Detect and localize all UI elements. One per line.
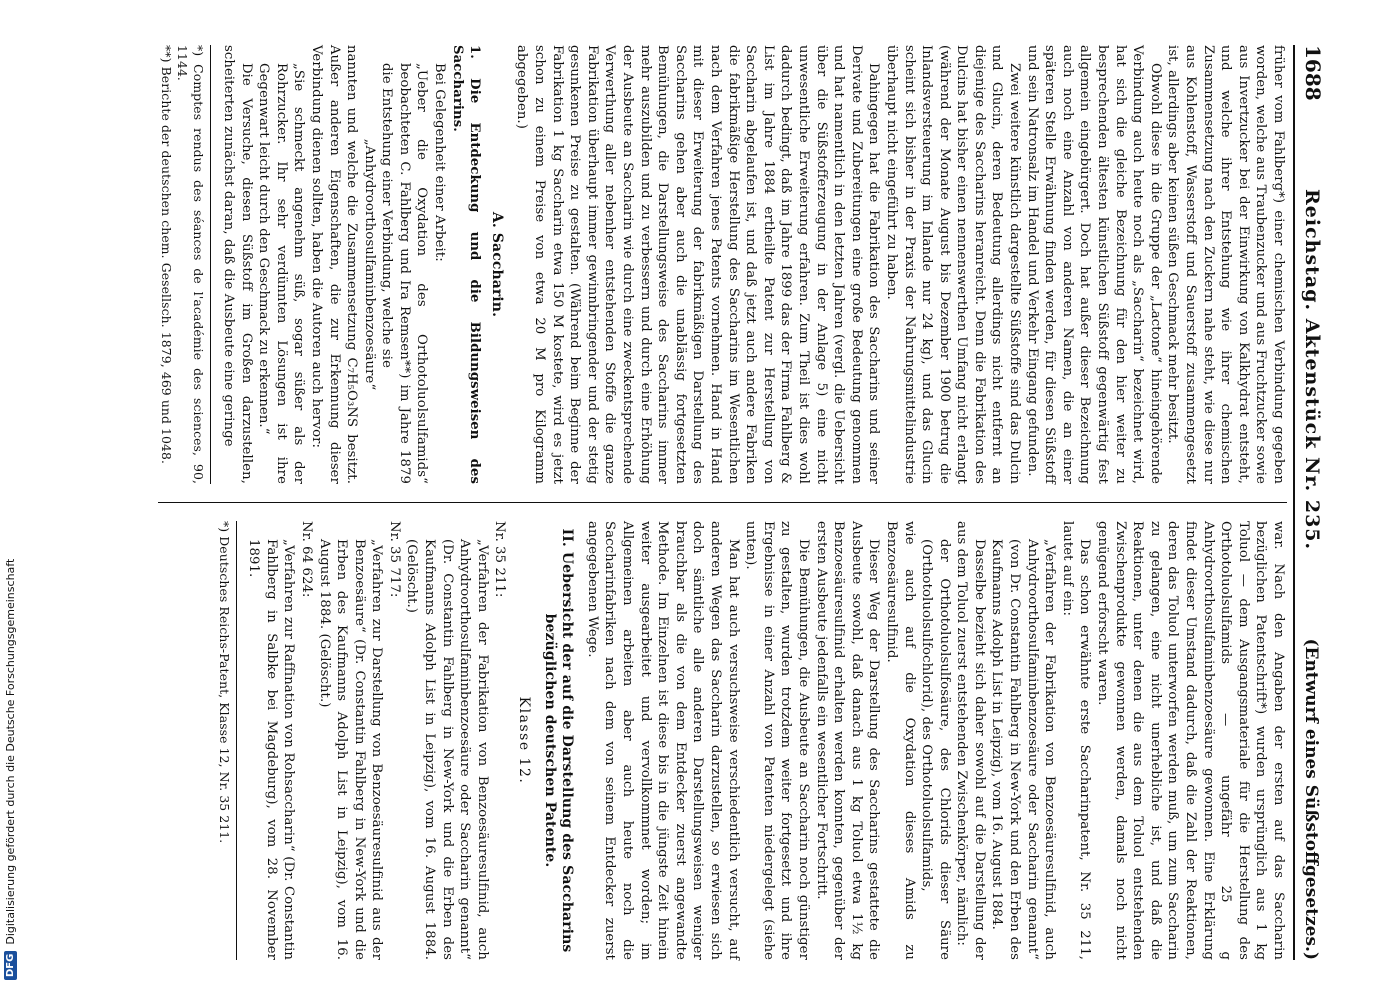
right-para-6: Die Bemühungen, die Ausbeute an Saccharin noch günstiger zu gestalten, wurden trotzdem weiter fortgesetzt und ihre Ergebnisse in einer Anzahl von Patenten niedergelegt (siehe unten). — [743, 521, 811, 960]
right-para-2: Das schon erwähnte erste Saccharinpatent, Nr. 35 211, lautet auf ein: — [1059, 521, 1093, 960]
patent-2-text: „Verfahren zur Darstellung von Benzoesäuresulfinid aus der Benzoesäure“ (Dr. Constantin Fahlberg in New-York und die Erben des Kaufmanns Adolph List in Leipzig), vom 16. August 1884. (Gelöscht.) — [316, 539, 385, 960]
entwurf-title: (Entwurf eines Süßstoffgesetzes.) — [1301, 638, 1321, 960]
left-footnote-1: *) Comptes rendus des séances de l'académie des sciences, 90, 1144. — [175, 45, 207, 484]
left-quote-1: „Ueber die Oxydation des Orthotoluolsulfamids“ beobachteten C. Fahlberg und Ira Remsen**) im Jahre 1879 die Entstehung einer Verbindung, welche sie — [379, 63, 430, 484]
dfg-side-note — [0, 0, 20, 1000]
left-para-7: Die Versuche, diesen Süßstoff im Großen darzustellen, scheiterten zunächst daran, daß die Ausbeute eine geringe — [220, 45, 254, 484]
subsection-1-title: 1. Die Entdeckung und die Bildungsweisen des Saccharins. — [449, 45, 483, 484]
page-header — [1293, 45, 1325, 960]
right-column — [158, 521, 1287, 960]
column-divider — [158, 502, 1287, 503]
right-footnotes — [216, 521, 237, 960]
left-para-4: Dahingegen hat die Fabrikation des Saccharins und seiner Derivate und Zubereitungen eine große Bedeutung genommen und hat namentlich in den letzten Jahren (vergl. die Uebersicht über die Süßstofferzeugung in der Anlage 5) eine nicht unwesentliche Erweiterung erfahren. Zum Theil ist dies wohl dadurch bedingt, daß im Jahre 1899 das der Firma Fahlberg & List im Jahre 1884 ertheilte Patent zur Herstellung von Saccharin abgelaufen ist, und daß jetzt auch andere Fabriken die fabrikmäßige Herstellung des Saccharins im Wesentlichen nach dem Verfahren jenes Patents vornehmen. Hand in Hand mit dieser Erweiterung der fabrikmäßigen Darstellung des Saccharins gehen aber auch die unablässig fortgesetzten Bemühungen, die Darstellungsweise des Saccharins immer mehr auszubilden und zu verbessern und durch eine Erhöhung der Ausbeute an Saccharin wie durch eine zweckentsprechende Verwerthung aller nebenher entstehenden Stoffe die ganze Fabrikation überhaupt immer gewinnbringender und der stetig gesunkenen Preise zu gestalten. (Während beim Beginne der Fabrikation 1 kg Saccharin etwa 150 M kostete, wird es jetzt schon zu einem Preise von etwa 20 M pro Kilogramm abgegeben.) — [514, 45, 882, 484]
text-columns — [158, 45, 1287, 960]
left-quote-2: „Anhydroorthosulfaminbenzoesäure“ — [361, 138, 377, 391]
right-quote-1: „Verfahren der Fabrikation von Benzoesäuresulfinid, auch Anhydroorthosulfaminbenzoesäure oder Saccharin genannt“ (von Dr. Constantin Fahlberg in New-York und den Erben des Kaufmanns Adolph List in Leipzig), vom 16. August 1884. — [989, 539, 1058, 960]
page-number: 1688 — [1301, 45, 1325, 101]
left-para-1: früher vom Fahlberg*) einer chemischen Verbindung gegeben worden, welche aus Traubenzucker und aus Fruchtzucker sowie aus Invertzucker bei der Einwirkung von Kalkhydrat entsteht, und welche ihrer Entstehung wie ihrer chemischen Zusammensetzung nach den Zuckern nahe steht, wie diese nur aus Kohlenstoff, Wasserstoff und Sauerstoff zusammengesetzt ist, allerdings aber keinen süßen Geschmack mehr besitzt. — [1165, 45, 1286, 484]
left-quote-3: „Sie schmeckt angenehm süß, sogar süßer als der Rohrzucker. Ihr sehr verdünnten Lösungen ist ihre Gegenwart leicht durch den Geschmack zu erkennen.“ — [256, 63, 307, 484]
section-a-title: A. Saccharin. — [488, 211, 505, 318]
patent-3-number: Nr. 64 624: — [298, 521, 314, 598]
dfg-logo: DFG — [4, 951, 17, 980]
right-quote-2: der Orthotoluolsulfosäure, des Chlorids dieser Säure (Orthotoluolsulfochlorid), des Orthotoluolsulfamids, — [919, 539, 952, 960]
patent-1-number: Nr. 35 211: — [492, 521, 508, 598]
left-para-6: nannten und welche die Zusammensetzung C₇H₅O₃NS besitzt. Außer anderen Eigenschaften, die zur Erkennung dieser Verbindung dienen sollten, haben die Autoren auch hervor: — [308, 45, 360, 484]
right-para-4: wie auch auf die Oxydation dieses Amids zu Benzoesäuresulfinid. — [883, 521, 917, 960]
klasse-heading: Klasse 12. — [516, 696, 533, 785]
patent-3-text: „Verfahren zur Raffination von Rohsaccharin“ (Dr. Constantin Fahlberg in Salbke bei Magdeburg), vom 28. November 1891. — [246, 539, 297, 960]
dfg-text: Digitalisierung gefördert durch die Deutsche Forschungsgemeinschaft — [3, 558, 17, 945]
running-title: Reichstag. Aktenstück Nr. 235. — [1301, 188, 1323, 551]
right-para-7: Man hat auch versuchsweise verschiedentlich versucht, auf anderen Wegen das Saccharin darzustellen, so erwiesen sich doch sämtliche alle anderen Darstellungsweisen weniger brauchbar als die von dem Entdecker zuerst angewandte Methode. Im Einzelnen ist diese bis in die jüngste Zeit hinein weiter ausgearbeitet und vervollkommnet worden; im Allgemeinen arbeiten aber auch heute noch die Saccharinfabriken nach dem von seinem Entdecker zuerst angegebenen Wege. — [584, 521, 741, 960]
patent-2-number: Nr. 35 717: — [386, 521, 402, 598]
right-footnote-1: *) Deutsches Reichs-Patent, Klasse 12, Nr. 35 211. — [216, 521, 232, 844]
left-footnotes — [158, 45, 211, 484]
left-footnote-2: **) Berichte der deutschen chem. Gesellsch. 1879, 469 und 1048. — [159, 45, 175, 465]
patent-1-text: „Verfahren der Fabrikation von Benzoesäuresulfinid, auch Anhydroorthosulfaminbenzoesäure oder Saccharin genannt“ (Dr. Constantin Fahlberg in New-York und die Erben des Kaufmanns Adolph List in Leipzig), vom 16. August 1884. (Gelöscht.) — [404, 539, 490, 960]
left-para-2: Obwohl diese in die Gruppe der „Lactone“ hineingehörende Verbindung auch heute noch als „Saccharin“ bezeichnet wird, hat sich die gleiche Bezeichnung für den hier weiter zu besprechenden ältesten künstlichen Süßstoff gegenwärtig fest allgemein eingebürgert. Doch hat außer dieser Bezeichnung auch noch eine Anzahl von anderen Namen, die an einer späteren Stelle Erwähnung finden werden, für diesen Süßstoff und sein Natronsalz im Handel und Verkehr Eingang gefunden. — [1024, 45, 1163, 484]
section-ii-title: II. Uebersicht der auf die Darstellung des Saccharins bezüglichen deutschen Patente. — [541, 528, 576, 953]
left-para-5: Bei Gelegenheit einer Arbeit: — [432, 63, 448, 262]
left-para-3: Zwei weitere künstlich dargestellte Süßstoffe sind das Dulcin und Glucin, deren Bedeutung allerdings nicht entfernt an diejenige des Saccharins heranreicht. Denn die Fabrikation des Dulcins hat bisher einen nennenswerthen Umfang nicht erlangt (während der Monate August bis Dezember 1900 betrug die Inlandsversteuerung im Inlande nur 24 kg), und das Glucin scheint sich bisher in der Praxis der Nahrungsmittelindustrie überhaupt nicht eingeführt zu haben. — [883, 45, 1023, 484]
right-para-3: Dasselbe bezieht sich daher sowohl auf die Darstellung der aus dem Toluol zuerst entstehenden Zwischenkörper, nämlich: — [954, 521, 987, 960]
right-para-5: Dieser Weg der Darstellung des Saccharins gestattete die Ausbeute sowohl, daß danach aus 1 kg Toluol etwa 1½ kg Benzoesäuresulfinid erhalten werden konnten, gegenüber der ersten Ausbeute jedenfalls ein wesentlicher Fortschritt. — [813, 521, 882, 960]
left-column — [158, 45, 1287, 484]
right-para-1: war. Nach den Angaben der ersten auf das Saccharin bezüglichen Patentschrift*) wurden ursprünglich aus 1 kg Toluol — dem Ausgangsmateriale für die Herstellung des Orthotoluolsulfamids — ungefähr 25 g Anhydroorthosulfaminbenzoesäure gewonnen. Eine Erklärung findet dieser Umstand dadurch, daß die Zahl der Reaktionen, deren das Toluol unterworfen werden muß, um zum Saccharin zu gelangen, eine nicht unerhebliche ist, und daß die Reaktionen, unter denen die aus dem Toluol entstehenden Zwischenprodukte gewonnen werden, damals noch nicht genügend erforscht waren. — [1095, 521, 1286, 960]
